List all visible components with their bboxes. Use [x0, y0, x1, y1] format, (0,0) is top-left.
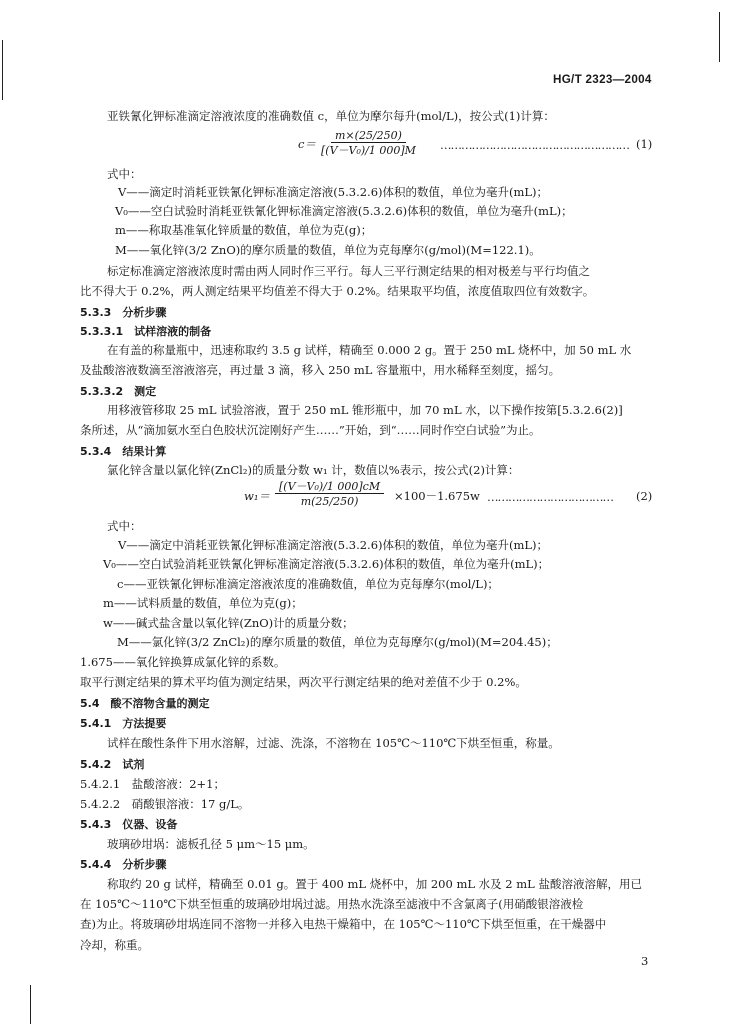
body-line: 冷却，称重。: [80, 938, 149, 952]
formula-2-denominator: m(25/250): [300, 495, 359, 508]
where-label: 式中：: [107, 519, 142, 533]
symbol-definition: M——氧化锌(3/2 ZnO)的摩尔质量的数值，单位为克每摩尔(g/mol)(M=122.1)。: [115, 243, 541, 257]
scan-edge-left-bottom: [30, 985, 31, 1024]
formula-1-fraction: [317, 130, 420, 156]
symbol-definition: c——亚铁氰化钾标准滴定溶液浓度的准确数值，单位为克每摩尔(mol/L)；: [117, 577, 499, 591]
section-heading: 5.4.3 仪器、设备: [80, 818, 178, 831]
formula-1-lhs: c＝: [298, 137, 316, 151]
formula-2-lhs: w₁＝: [244, 489, 270, 503]
formula-2-leader: ………………………………: [487, 490, 613, 504]
standard-number: HG/T 2323—2004: [553, 72, 652, 86]
reagent-item: 5.4.2.1 盐酸溶液：2+1；: [80, 777, 226, 791]
formula-2-tail: ×100－1.675w: [394, 489, 480, 503]
symbol-definition: M——氯化锌(3/2 ZnCl₂)的摩尔质量的数值，单位为克每摩尔(g/mol)(M=204.45)；: [117, 635, 558, 649]
symbol-definition: m——试料质量的数值，单位为克(g)；: [103, 596, 303, 610]
body-line: 条所述，从“滴加氨水至白色胶状沉淀刚好产生……”开始，到“……同时作空白试验”为止。: [80, 423, 541, 437]
page-number: 3: [641, 954, 649, 968]
body-line: 玻璃砂坩埚：滤板孔径 5 μm～15 μm。: [107, 837, 315, 851]
symbol-definition: 1.675——氧化锌换算成氯化锌的系数。: [80, 655, 286, 669]
body-line: 氯化锌含量以氯化锌(ZnCl₂)的质量分数 w₁ 计，数值以%表示，按公式(2)计算：: [107, 463, 520, 477]
section-heading: 5.4.4 分析步骤: [80, 858, 167, 871]
body-line: 标定标准滴定溶液浓度时需由两人同时作三平行。每人三平行测定结果的相对极差与平行均值之: [107, 264, 590, 278]
body-line: 及盐酸溶液数滴至溶液溶亮，再过量 3 滴，移入 250 mL 容量瓶中，用水稀释至刻度，摇匀。: [80, 363, 561, 377]
reagent-item: 5.4.2.2 硝酸银溶液：17 g/L。: [80, 797, 250, 811]
body-line: 比不得大于 0.2%，两人测定结果平均值差不得大于 0.2%。结果取平均值，浓度值取四位有效数字。: [80, 284, 595, 298]
formula-2-fraction: [275, 481, 384, 507]
symbol-definition: V——滴定时消耗亚铁氰化钾标准滴定溶液(5.3.2.6)体积的数值，单位为毫升(mL)；: [118, 185, 549, 199]
formula-1-denominator: [(V－V₀)/1 000]M: [321, 144, 416, 157]
body-line: 亚铁氰化钾标准滴定溶液浓度的准确数值 c，单位为摩尔每升(mol/L)，按公式(1)计算：: [107, 109, 555, 123]
section-heading: 5.3.4 结果计算: [80, 445, 167, 458]
body-line: 称取约 20 g 试样，精确至 0.01 g。置于 400 mL 烧杯中，加 200 mL 水及 2 mL 盐酸溶液溶解，用已: [107, 877, 642, 891]
formula-2-numerator: [(V－V₀)/1 000]cM: [275, 481, 384, 494]
symbol-definition: V₀——空白试验时消耗亚铁氰化钾标准滴定溶液(5.3.2.6)体积的数值，单位为毫升(mL)；: [115, 204, 573, 218]
body-line: 用移液管移取 25 mL 试验溶液，置于 250 mL 锥形瓶中，加 70 mL 水，以下操作按第[5.3.2.6(2)]: [107, 403, 623, 417]
section-heading: 5.3.3 分析步骤: [80, 306, 167, 319]
formula-1-leader: ………………………………………………: [440, 138, 629, 152]
scan-edge-right: [719, 12, 720, 62]
formula-2-number: (2): [636, 489, 653, 503]
body-line: 取平行测定结果的算术平均值为测定结果，两次平行测定结果的绝对差值不少于 0.2%。: [80, 675, 527, 689]
symbol-definition: m——称取基准氧化锌质量的数值，单位为克(g)；: [115, 223, 373, 237]
body-line: 查)为止。将玻璃砂坩埚连同不溶物一并移入电热干燥箱中，在 105℃～110℃下烘至恒重，在干燥器中: [80, 917, 607, 931]
symbol-definition: V——滴定中消耗亚铁氰化钾标准滴定溶液(5.3.2.6)体积的数值，单位为毫升(mL)；: [118, 538, 549, 552]
symbol-definition: w——碱式盐含量以氧化锌(ZnO)计的质量分数；: [103, 616, 354, 630]
section-heading: 5.4.2 试剂: [80, 758, 145, 771]
body-line: 试样在酸性条件下用水溶解，过滤、洗涤，不溶物在 105℃～110℃下烘至恒重，称量。: [107, 736, 560, 750]
formula-1-number: (1): [636, 137, 653, 151]
body-line: 在有盖的称量瓶中，迅速称取约 3.5 g 试样，精确至 0.000 2 g。置于 250 mL 烧杯中，加 50 mL 水: [107, 343, 632, 357]
body-line: 在 105℃～110℃下烘至恒重的玻璃砂坩埚过滤。用热水洗涤至滤液中不含氯离子(用硝酸银溶液检: [80, 897, 584, 911]
formula-1-numerator: m×(25/250): [331, 130, 406, 143]
where-label: 式中：: [107, 167, 142, 181]
symbol-definition: V₀——空白试验消耗亚铁氰化钾标准滴定溶液(5.3.2.6)体积的数值，单位为毫升(mL)；: [103, 557, 550, 571]
section-heading: 5.3.3.2 测定: [80, 385, 157, 398]
scan-edge-left-top: [2, 40, 3, 100]
section-heading: 5.3.3.1 试样溶液的制备: [80, 325, 212, 338]
section-heading: 5.4.1 方法提要: [80, 717, 167, 730]
section-heading: 5.4 酸不溶物含量的测定: [80, 697, 210, 710]
